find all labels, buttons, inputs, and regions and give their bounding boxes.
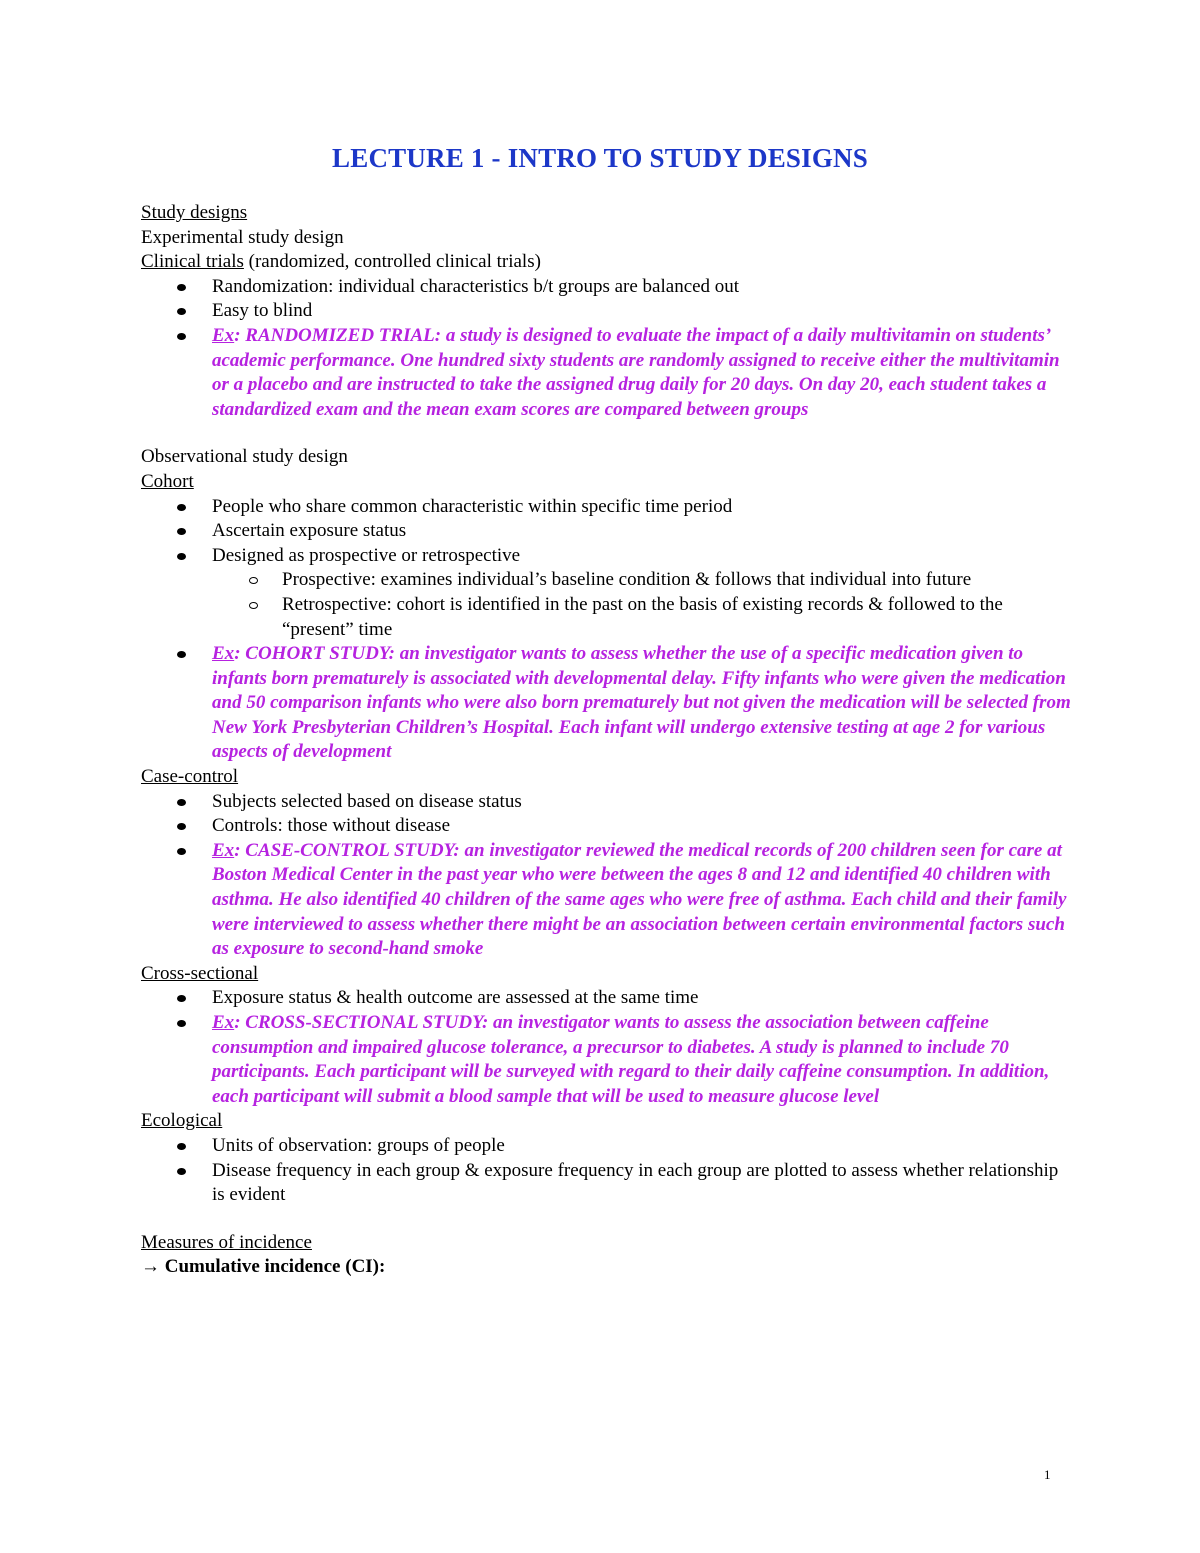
case-control-list — [141, 790, 1071, 962]
bullet-icon — [177, 1020, 186, 1027]
cohort-heading: Cohort — [141, 470, 194, 492]
list-item: Easy to blind — [141, 299, 1071, 324]
example-case-control-study: Ex: CASE-CONTROL STUDY: an investigator reviewed the medical records of 200 children seen for care at Boston Medical Center in the past year who were between the ages 8 and 12 and identified 40 children with asthma. He also identified 40 children of the same ages who were free of asthma. Each child and their family were interviewed to assess whether there might be an association between certain environmental factors such as exposure to second-hand smoke — [141, 839, 1071, 962]
experimental-list — [141, 275, 1071, 423]
clinical-trials-line — [141, 250, 1071, 275]
cumulative-incidence-heading: → Cumulative incidence (CI): — [141, 1256, 386, 1278]
clinical-trials-note: (randomized, controlled clinical trials) — [243, 251, 541, 273]
sub-list-item: Retrospective: cohort is identified in the past on the basis of existing records & followed to the “present” time — [141, 593, 1071, 642]
circle-bullet-icon — [249, 577, 258, 584]
list-item: Subjects selected based on disease status — [141, 790, 1071, 815]
list-item: People who share common characteristic within specific time period — [141, 495, 1071, 520]
page-number: 1 — [1044, 1467, 1051, 1482]
study-designs-heading: Study designs — [141, 202, 248, 223]
bullet-icon — [177, 799, 186, 806]
list-item: Units of observation: groups of people — [141, 1134, 1071, 1159]
bullet-icon — [177, 308, 186, 315]
list-item: Exposure status & health outcome are assessed at the same time — [141, 986, 1071, 1011]
bullet-icon — [177, 333, 186, 340]
list-item: Ascertain exposure status — [141, 519, 1071, 544]
bullet-icon — [177, 1143, 186, 1150]
spacer — [141, 1208, 1071, 1231]
bullet-icon — [177, 504, 186, 511]
case-control-heading: Case-control — [141, 766, 239, 788]
sub-list-item: Prospective: examines individual’s baseline condition & follows that individual into future — [141, 568, 1071, 593]
clinical-trials-label: Clinical trials — [141, 251, 244, 273]
example-cross-sectional-study: Ex: CROSS-SECTIONAL STUDY: an investigator wants to assess the association between caffeine consumption and impaired glucose tolerance, a precursor to diabetes. A study is planned to include 70 participants. Each participant will be surveyed with regard to their daily caffeine consumption. In addition, each participant will submit a blood sample that will be used to measure glucose level — [141, 1011, 1071, 1109]
bullet-icon — [177, 823, 186, 830]
bullet-icon — [177, 651, 186, 658]
list-item: Randomization: individual characteristics b/t groups are balanced out — [141, 275, 1071, 300]
observational-heading: Observational study design — [141, 446, 348, 468]
circle-bullet-icon — [249, 602, 258, 609]
bullet-icon — [177, 848, 186, 855]
cross-sectional-heading: Cross-sectional — [141, 962, 259, 984]
list-item: Disease frequency in each group & exposure frequency in each group are plotted to assess whether relationship is evident — [141, 1159, 1071, 1208]
bullet-icon — [177, 284, 186, 291]
ecological-list — [141, 1134, 1071, 1208]
bullet-icon — [177, 553, 186, 560]
experimental-heading: Experimental study design — [141, 226, 344, 248]
bullet-icon — [177, 1168, 186, 1175]
cross-sectional-list — [141, 986, 1071, 1109]
spacer — [141, 422, 1071, 445]
bullet-icon — [177, 995, 186, 1002]
ecological-heading: Ecological — [141, 1110, 223, 1132]
bullet-icon — [177, 528, 186, 535]
page-title: LECTURE 1 - INTRO TO STUDY DESIGNS — [332, 143, 868, 173]
cohort-list — [141, 495, 1071, 766]
list-item: Designed as prospective or retrospective — [141, 544, 1071, 569]
document-body — [141, 201, 1071, 1280]
example-cohort-study: Ex: COHORT STUDY: an investigator wants to assess whether the use of a specific medication given to infants born prematurely is associated with developmental delay. Fifty infants who were given the medication and 50 comparison infants who were also born prematurely but not given the medication will be selected from New York Presbyterian Children’s Hospital. Each infant will undergo extensive testing at age 2 for various aspects of development — [141, 642, 1071, 765]
list-item: Controls: those without disease — [141, 814, 1071, 839]
measures-heading: Measures of incidence — [141, 1231, 312, 1253]
example-randomized-trial: Ex: RANDOMIZED TRIAL: a study is designed to evaluate the impact of a daily multivitamin on students’ academic performance. One hundred sixty students are randomly assigned to receive either the multivitamin or a placebo and are instructed to take the assigned drug daily for 20 days. On day 20, each student takes a standardized exam and the mean exam scores are compared between groups — [141, 324, 1071, 422]
